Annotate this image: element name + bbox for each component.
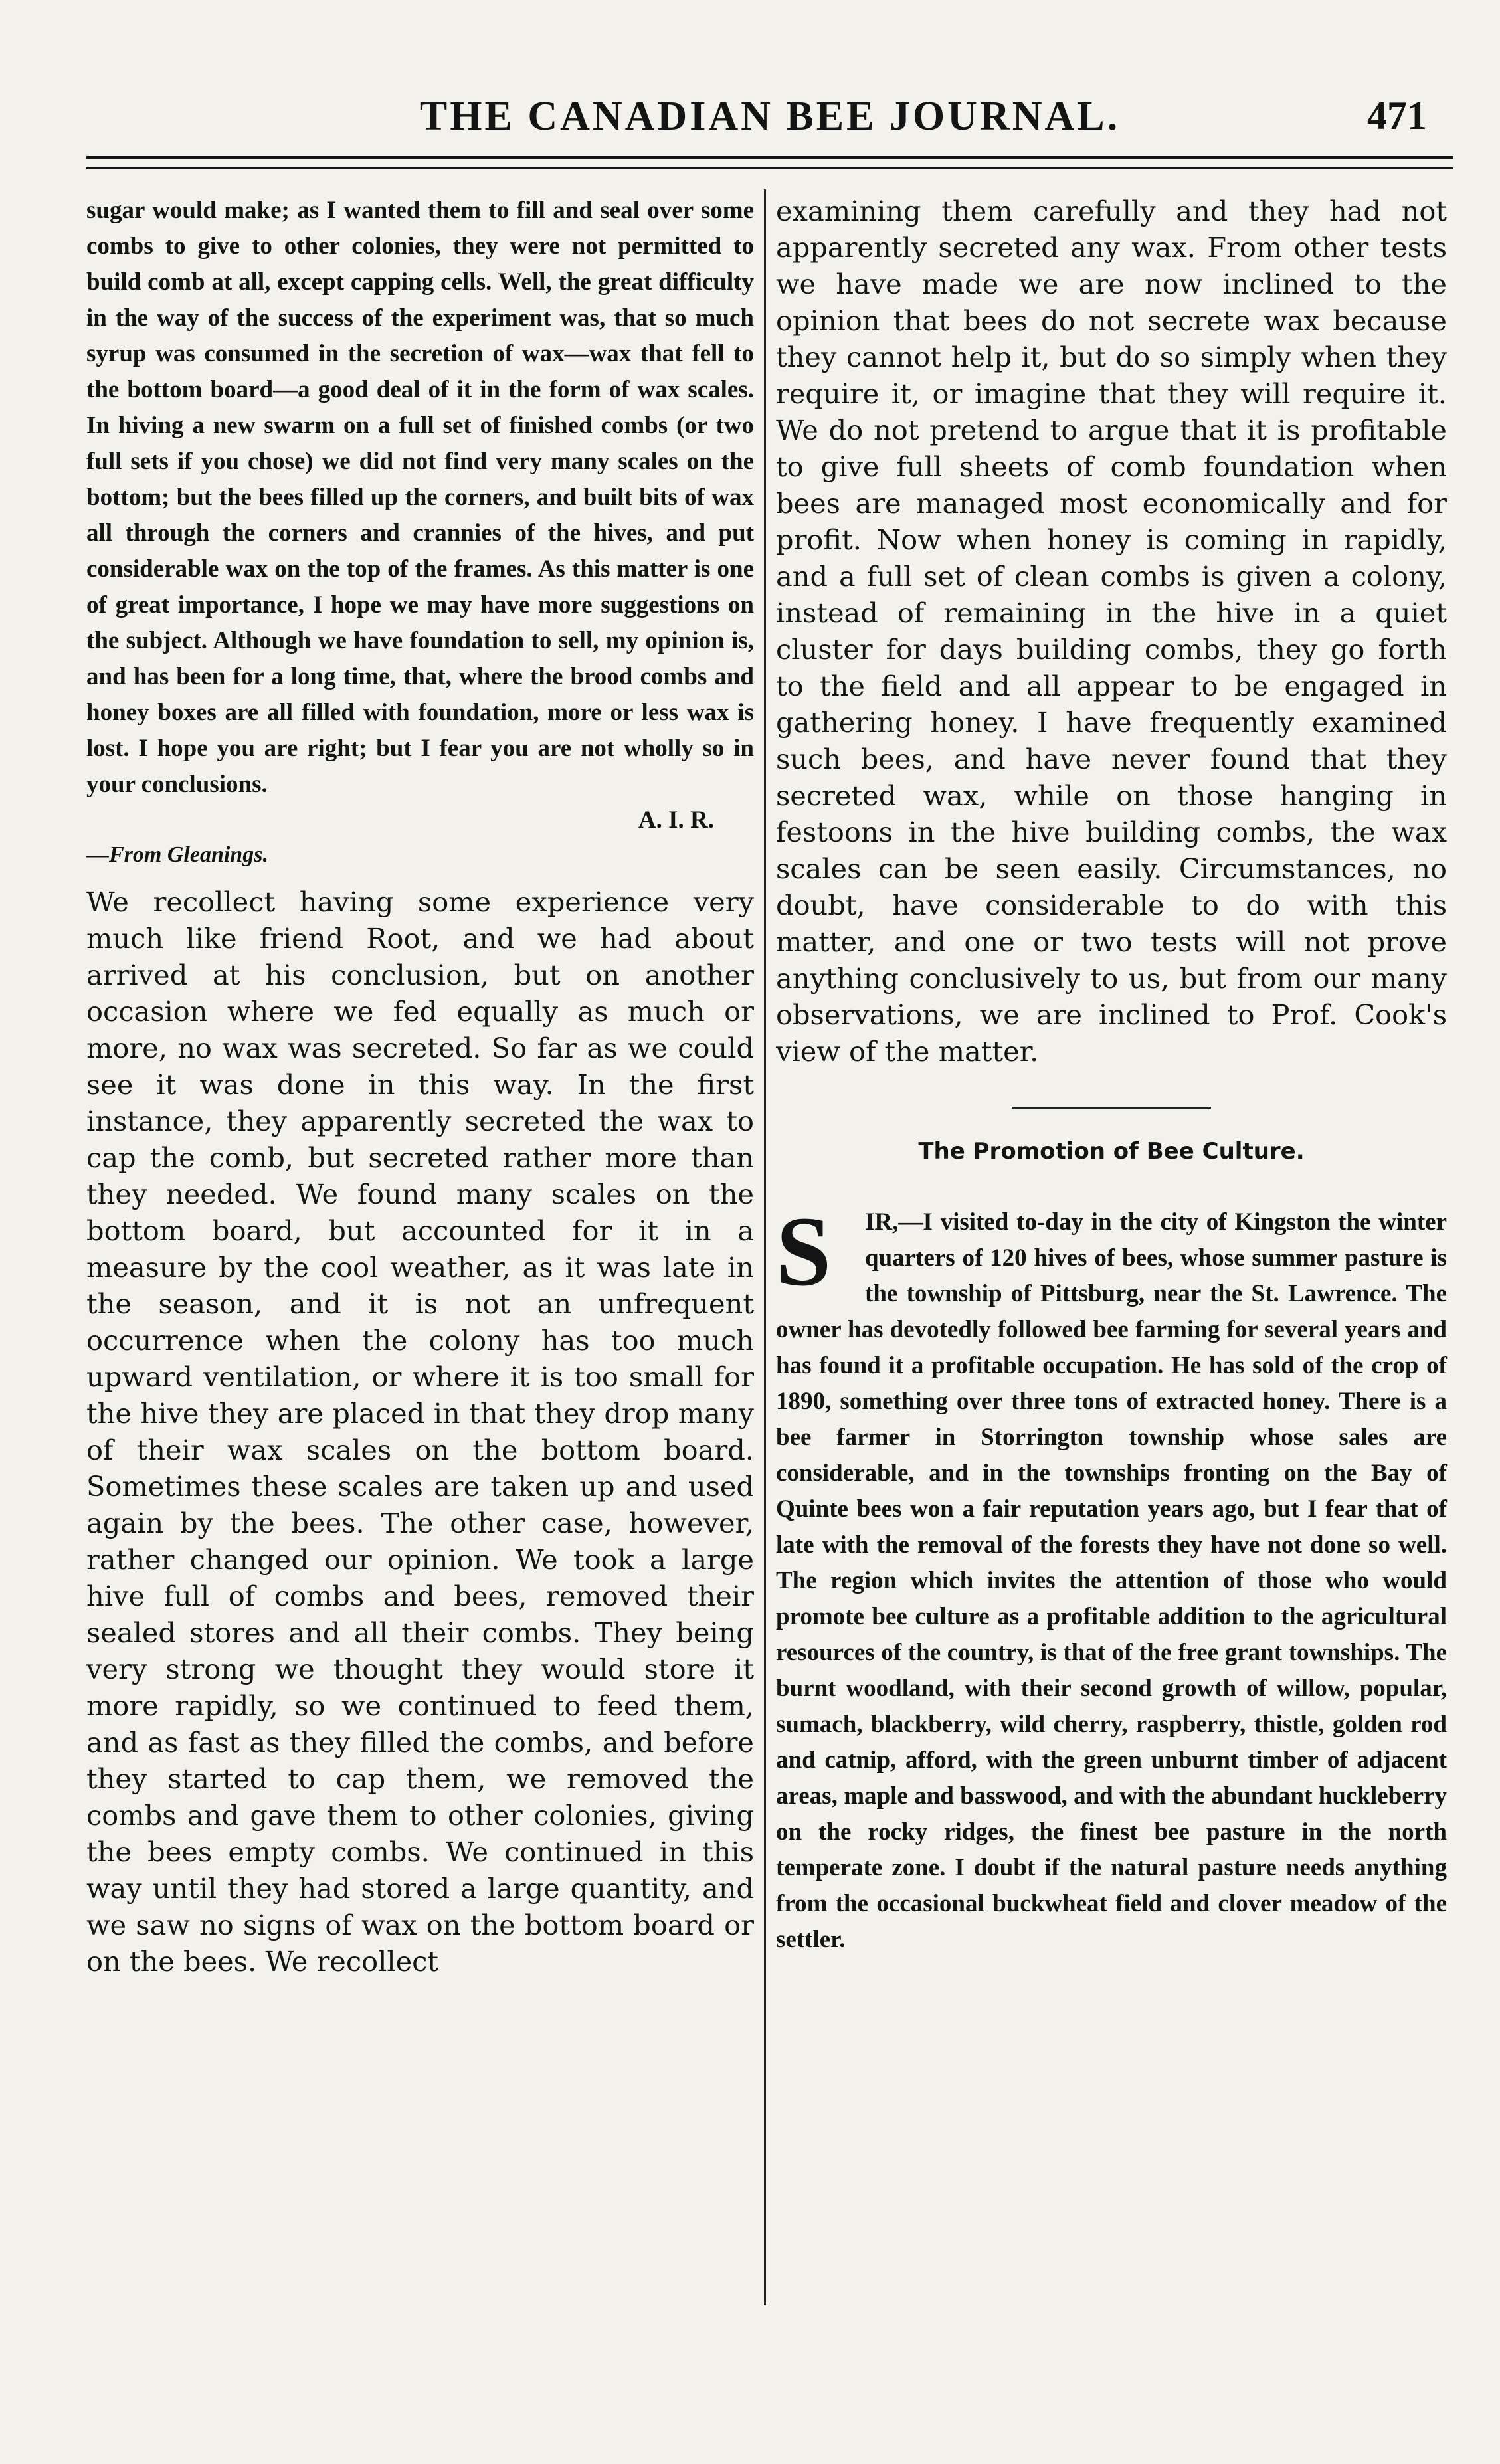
article (776, 1196, 1447, 1958)
page-number: 471 (1367, 94, 1427, 138)
signature: A. I. R. (638, 806, 714, 834)
left-column (86, 193, 754, 1980)
source-credit: —From Gleanings. (86, 842, 268, 867)
page-header (86, 93, 1453, 146)
column-divider (764, 189, 766, 2305)
letter-text: sugar would make; as I wanted them to fill and seal over some combs to give to other colonies, they were not permitted to build comb at all, except capping cells. Well, the great difficulty in the way of the success of the experiment was, that so much syrup was consumed in the secretion of wax—wax that fell to the bottom board—a good deal of it in the form of wax scales. In hiving a new swarm on a full set of finished combs (or two full sets if you chose) we did not find very many scales on the bottom; but the bees filled up the corners, and built bits of wax all through the corners and crannies of the hives, and put considerable wax on the top of the frames. As this matter is one of great importance, I hope we may have more suggestions on the subject. Although we have foundation to sell, my opinion is, and has been for a long time, that, where the brood combs and honey boxes are all filled with foundation, more or less wax is lost. I hope you are right; but I fear you are not wholly so in your conclusions. (86, 197, 754, 798)
article-text: IR,—I visited to-day in the city of Kingston the winter quarters of 120 hives of bees, whose summer pasture is the township of Pittsburg, near the St. Lawrence. The owner has devotedly followed bee farming for several years and has found it a profitable occupation. He has sold of the crop of 1890, something over three tons of extracted honey. There is a bee farmer in Storrington township whose sales are considerable, and in the townships fronting on the Bay of Quinte bees won a fair reputation years ago, but I fear that of late with the removal of the forests they have not done so well. The region which invites the attention of those who would promote bee culture as a profitable addition to the agricultural resources of the country, is that of the free grant townships. The burnt woodland, with their second growth of willow, popular, sumach, blackberry, wild cherry, raspberry, thistle, golden rod and catnip, afford, with the green unburnt timber of adjacent areas, maple and basswood, and with the abundant huckleberry on the rocky ridges, the finest bee pasture in the north temperate zone. I doubt if the natural pasture needs anything from the occasional buckwheat field and clover meadow of the settler. (776, 1208, 1447, 1953)
journal-title: THE CANADIAN BEE JOURNAL. (419, 94, 1121, 139)
editor-comment: We recollect having some experience very much like friend Root, and we had about arrived at his conclusion, but on another occasion where we fed equally as much or more, no wax was secreted. So far as we could see it was done in this way. In the first instance, they apparently secreted the wax to cap the comb, but secreted rather more than they needed. We found many scales on the bottom board, but accounted for it in a measure by the cool weather, as it was late in the season, and it is not an unfrequent occurrence when the colony has too much upward ventilation, or where it is too small for the hive they are placed in that they drop many of their wax scales on the bottom board. Sometimes these scales are taken up and used again by the bees. The other case, however, rather changed our opinion. We took a large hive full of combs and bees, removed their sealed stores and all their combs. They being very strong we thought they would store it more rapidly, so we continued to feed them, and as fast as they filled the combs, and before they started to cap them, we removed the combs and gave them to other colonies, giving the bees empty combs. We continued in this way until they had stored a large quantity, and we saw no signs of wax on the bottom board or on the bees. We recollect (86, 886, 754, 1978)
drop-cap: S (776, 1196, 832, 1307)
ornament-rule (1012, 1107, 1211, 1109)
right-column (776, 193, 1447, 1958)
header-rule (86, 156, 1453, 159)
header-rule-thin (86, 167, 1453, 169)
signature-row (86, 803, 754, 838)
section-ornament (776, 1095, 1447, 1118)
section-heading: The Promotion of Bee Culture. (918, 1138, 1305, 1165)
editor-comment-continued: examining them carefully and they had not apparently secreted any wax. From other tests we have made we are now inclined to the opinion that bees do not secrete wax because they cannot help it, but do so simply when they require it, or imagine that they will require it. We do not pretend to argue that it is profitable to give full sheets of comb foundation when bees are managed most economically and for profit. Now when honey is coming in rapidly, and a full set of clean combs is given a colony, instead of remaining in the hive in a quiet cluster for days building combs, they go forth to the field and all appear to be engaged in gathering honey. I have frequently examined such bees, and have never found that they secreted wax, while on those hanging in festoons in the hive building combs, the wax scales can be seen easily. Circumstances, no doubt, have considerable to do with this matter, and one or two tests will not prove anything conclusively to us, but from our many observations, we are inclined to Prof. Cook's view of the matter. (776, 195, 1447, 1068)
